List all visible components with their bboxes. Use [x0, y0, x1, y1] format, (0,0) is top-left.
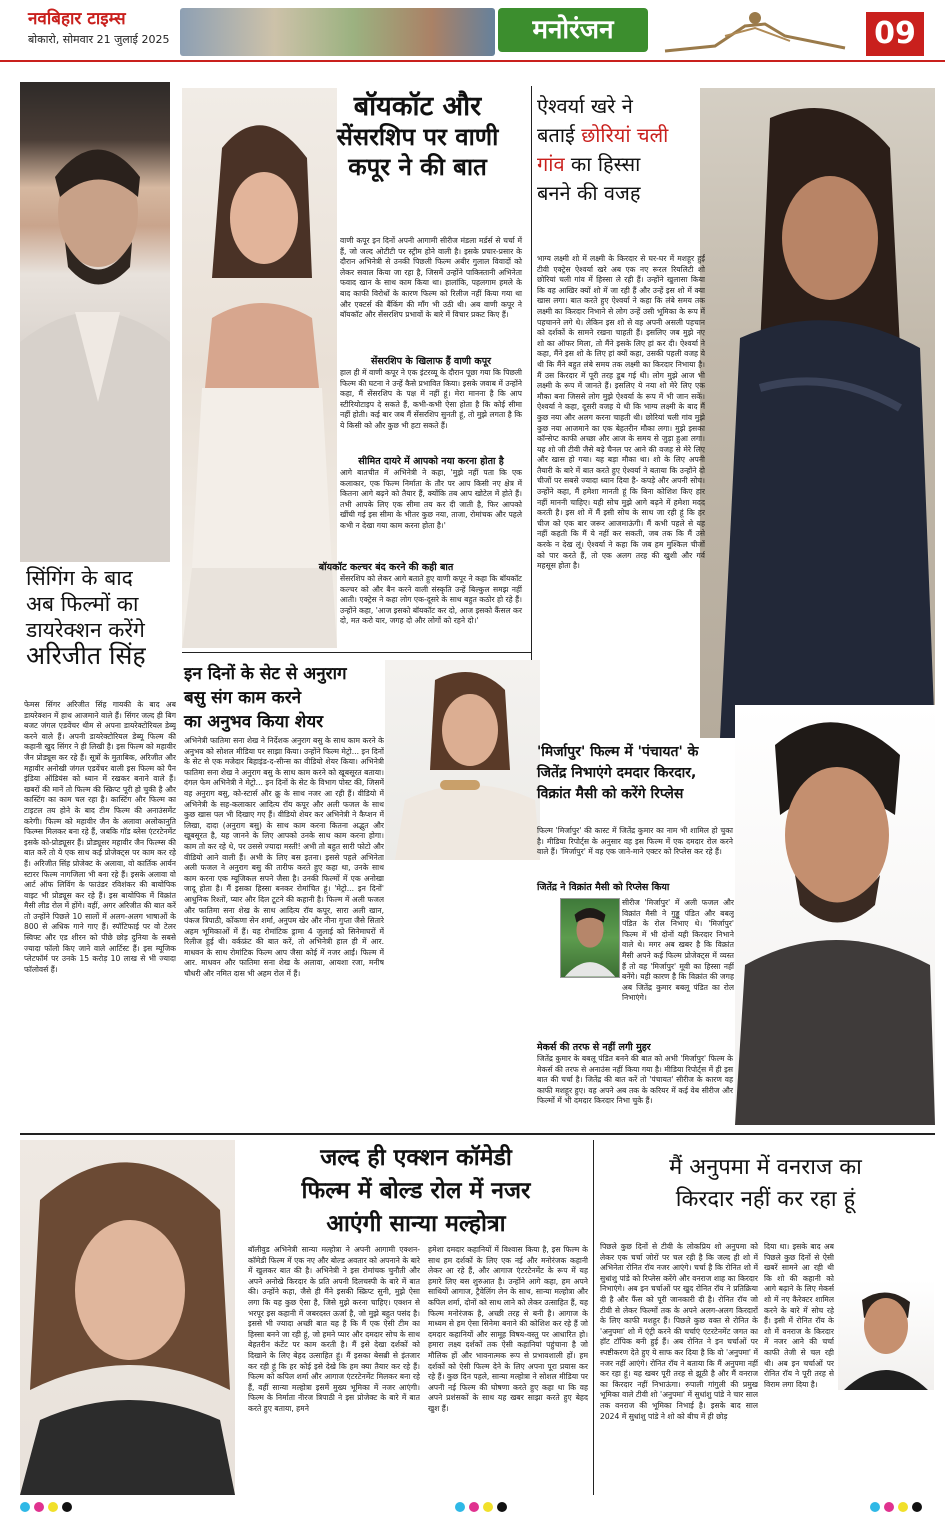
jitendra-para: सीरीज 'मिर्जापुर' में अली फजल और विक्रांत मैसी ने गुड्डू पंडित और बबलू पंडित के रोल निभाए थे। 'मिर्जापुर' फिल्म में भी दोनों यही किरदार निभाने वाले थे। मगर अब खबर है कि विक्रांत मैसी अपने कई फिल्म प्रोजेक्ट्स में व्यस्त हैं तो वह 'मिर्जापुर' मूवी का हिस्सा नहीं बनेंगे। यही कारण है कि विक्रांत की जगह अब जितेंद्र कुमार बबलू पंडित का रोल निभाएंगे। — [622, 898, 734, 1003]
arijit-photo — [20, 82, 170, 562]
cyan-dot-icon — [20, 1502, 30, 1512]
jitendra-headline-line: 'मिर्जापुर' फिल्म में 'पंचायत' के — [537, 744, 699, 760]
sanya-headline-line: आएंगी सान्या मल्होत्रा — [326, 1211, 506, 1237]
aishwarya-body: भाग्य लक्ष्मी शो में लक्ष्मी के किरदार से घर-घर में मशहूर हुईं टीवी एक्ट्रेस ऐश्वर्या खरे अब एक नए रूरल रियलिटी शो छोरियां चली गांव में हिस्सा ले रही हैं। उन्होंने खुलासा किया कि वह आखिर क्यों शो में जा रही हैं और उन्हें इस शो में क्या खास लगा। बात करते हुए ऐश्वर्या ने कहा कि लंबे समय तक लक्ष्मी का किरदार निभाने से लोग उन्हें उसी भूमिका के रूप में पहचानने लगे थे। लेकिन इस शो से वह अपनी असली पहचान को दर्शकों के सामने रखना चाहती हैं। इसलिए जब मुझे नए शो का ऑफर मिला, तो मैंने इसके लिए हां कर दी। ऐश्वर्या ने कहा, मैंने इस शो के लिए हां क्यों कहा, उसकी पहली वजह ये थी कि मैंने बहुत लंबे समय तक लक्ष्मी का किरदार निभाया है। मैं उस किरदार में पूरी तरह डूब गई थी। लोग मुझे आज भी लक्ष्मी के रूप में जानते हैं। इसलिए ये नया शो मेरे लिए एक मौका बना जिससे लोग मुझे ऐश्वर्या के रूप में भी जान सकें। ऐश्वर्या ने कहा, दूसरी वजह ये थी कि भाग्य लक्ष्मी के बाद मैं कुछ नया और अलग करना चाहती थी। छोरियां चली गांव मुझे कुछ नया आजमाने का एक बेहतरीन मौका लगा। मुझे इसका कॉन्सेप्ट काफी अच्छा और आज के समय से जुड़ा हुआ लगा। यह शो जी टीवी जैसे बड़े चैनल पर आने की वजह से मेरे लिए और खास हो गया। यह बड़ा मौका था। शो के लिए अपनी तैयारी के बारे में बात करते हुए ऐश्वर्या ने बताया कि उन्होंने दो चीजों पर सबसे ज्यादा ध्यान दिया है- कपड़े और अपनी सोच। उन्होंने कहा, मैं हमेशा मानती हूं कि बिना कोशिश किए हार नहीं माननी चाहिए। यही सोच मुझे आगे बढ़ने में हमेशा मदद करती है। इस शो में मैं इसी सोच के साथ जा रही हूं कि हर चीज को एक बार जरूर आजमाऊंगी। मैं कभी पहले से यह नहीं कहती कि मैं ये नहीं कर सकती, जब तक कि मैं उसे करके न देख लूं। ऐश्वर्या ने कहा कि जब हम मुश्किल चीजों को पार करते हैं, तो एक अलग तरह की खुशी और गर्व महसूस होता है। — [537, 254, 705, 571]
statue-illustration-icon — [655, 6, 855, 56]
person-silhouette-icon — [735, 705, 935, 1125]
ronit-photo — [838, 1280, 934, 1390]
black-dot-icon — [497, 1502, 507, 1512]
vaani-headline-line: कपूर ने की बात — [348, 153, 487, 181]
cyan-dot-icon — [455, 1502, 465, 1512]
magenta-dot-icon — [34, 1502, 44, 1512]
person-silhouette-icon — [838, 1280, 934, 1390]
jitendra-headline — [537, 742, 747, 805]
vaani-para: हाल ही में वाणी कपूर ने एक इंटरव्यू के दौरान पूछा गया कि पिछली फिल्म की घटना ने उन्हें कैसे प्रभावित किया। इसके जवाब में उन्होंने कहा, मैं सेंसरशिप के पक्ष में नहीं हूं। मेरा मानना है कि आप स्टीरियोटाइप दे सकते हैं, कभी-कभी ऐसा होता है कि कोई सीमा नहीं होती। कई बार जब मैं सेंसरशिप सुनती हूं, तो मुझे लगता है कि ये किसी को और कुछ भी हटा सकते हैं। — [340, 368, 522, 430]
ronit-headline-line: मैं अनुपमा में वनराज का — [669, 1155, 862, 1180]
black-dot-icon — [62, 1502, 72, 1512]
aishwarya-headline — [537, 92, 727, 208]
sanya-headline-line: जल्द ही एक्शन कॉमेडी — [320, 1145, 512, 1171]
arijit-headline-line: अब फिल्मों का — [26, 592, 139, 616]
vaani-subheading: सीमित दायरे में आपको नया करना होता है — [358, 456, 504, 467]
magenta-dot-icon — [884, 1502, 894, 1512]
column-divider — [593, 1140, 594, 1495]
jitendra-intro: फिल्म 'मिर्जापुर' की कास्ट में जितेंद्र कुमार का नाम भी शामिल हो चुका है। मीडिया रिपोर्ट्स के अनुसार वह इस फिल्म में एक दमदार रोल करने वाले हैं। 'मिर्जापुर' में वह एक जाने-माने एक्टर को रिप्लेस कर रहे हैं। — [537, 826, 733, 857]
aishwarya-headline-highlight: छोरियां चली — [581, 123, 669, 147]
yellow-dot-icon — [48, 1502, 58, 1512]
fatima-headline-line: इन दिनों के सेट से अनुराग — [184, 664, 347, 684]
person-silhouette-icon — [20, 1140, 235, 1495]
fatima-headline-line: बसु संग काम करने — [184, 688, 302, 708]
jitendra-subheading: मेकर्स की तरफ से नहीं लगी मुहर — [537, 1042, 651, 1053]
paper-date: बोकारो, सोमवार 21 जुलाई 2025 — [28, 33, 170, 46]
arijit-headline-line: सिंगिंग के बाद — [26, 566, 133, 590]
black-dot-icon — [912, 1502, 922, 1512]
arijit-body: फेमस सिंगर अरिजीत सिंह गायकी के बाद अब डायरेक्शन में हाथ आजमाने वाले हैं। सिंगर जल्द ही बिग बजट जंगल एडवेंचर थीम से अपना डायरेक्टोरियल डेब्यू करने वाले हैं। अपनी डायरेक्टोरियल डेब्यू फिल्म की कहानी खुद सिंगर ने ही लिखी है। इस फिल्म को महावीर जैन प्रोड्यूस कर रहे हैं। सूत्रों के मुताबिक, अरिजीत और महावीर अनोखी जंगल एडवेंचर वाली इस फिल्म को पैन इंडिया ऑडियंस को ध्यान में रखकर बनाने वाले हैं। खबरों की मानें तो फिल्म की स्क्रिप्ट पूरी हो चुकी है और कास्टिंग का काम चल रहा है। कास्टिंग और फिल्म का टाइटल तय होने के बाद टीम फिल्म की अनाउंसमेंट करेगी। फिल्म को महावीर जैन के अलावा अलोकानुति फिल्म्स मिलकर बना रहे हैं, जबकि गॉड ब्लेस एंटरटेनमेंट इसके को-प्रोड्यूसर हैं। प्रोड्यूसर महावीर जैन फिल्म्स की बात करें तो ये एक साथ कई प्रोजेक्ट्स पर काम कर रहे हैं। अरिजीत सिंह प्रोजेक्ट के अलावा, वो कार्तिक आर्यन स्टारर फिल्म नागजिला भी बना रहे हैं। इसके अलावा वो आर्ट ऑफ लिविंग के फाउंडर रविशंकर की बायोपिक वाइट भी प्रोड्यूस कर रहे हैं। इस बायोपिक में विक्रांत मैसी लीड रोल में होंगे। वहीं, अगर अरिजीत की बात करें तो उन्होंने पिछले 10 सालों में अलग-अलग भाषाओं के 800 से अधिक गाने गाए हैं। स्पॉटिफाई पर वो टेलर स्विफ्ट और एड शीरन को पीछे छोड़ दुनिया के सबसे ज्यादा फॉलो किए जाने वाले आर्टिस्ट हैं। इस म्यूजिक प्लेटफॉर्म पर उनके 15 करोड़ 10 लाख से भी ज्यादा फॉलोवर्स हैं। — [24, 700, 176, 974]
vaani-para: सेंसरशिप को लेकर आगे बताते हुए वाणी कपूर ने कहा कि बॉयकॉट कल्चर को और बैन करने वाली संस्कृति उन्हें बिल्कुल समझ नहीं आती। एक्ट्रेस ने कहा लोग एक-दूसरे के साथ बहुत कठोर हो रहे हैं। उन्होंने कहा, 'आज इसको बॉयकॉट कर दो, आज इसको कैंसल कर दो, मत करो यार, जगह दो और लोगों को रहने दो।' — [340, 574, 522, 626]
vikrant-photo — [560, 898, 620, 978]
person-silhouette-icon — [700, 88, 935, 738]
column-divider — [531, 86, 532, 706]
jitendra-headline-line: विक्रांत मैसी को करेंगे रिप्लेस — [537, 786, 684, 802]
yellow-dot-icon — [898, 1502, 908, 1512]
arijit-headline — [26, 565, 186, 669]
person-silhouette-icon — [385, 660, 540, 860]
paper-name: नवबिहार टाइम्स — [28, 9, 126, 29]
ronit-headline — [598, 1152, 933, 1216]
vaani-subheading: बॉयकॉट कल्चर बंद करने की कही बात — [318, 562, 454, 573]
jitendra-para: जितेंद्र कुमार के बबलू पंडित बनने की बात को अभी 'मिर्जापुर' फिल्म के मेकर्स की तरफ से अनाउंस नहीं किया गया है। मीडिया रिपोर्ट्स में ही इस बात की चर्चा है। जितेंद्र की बात करें तो 'पंचायत' सीरीज के कारण वह काफी मशहूर हुए। वह अपने अब तक के करियर में कई वेब सीरीज और फिल्मों में भी दमदार किरदार निभा चुके हैं। — [537, 1054, 733, 1106]
sanya-col2: हमेशा दमदार कहानियों में विश्वास किया है, इस फिल्म के साथ हम दर्शकों के लिए एक नई और मनोरंजक कहानी लेकर आ रहे हैं, और आगाज एंटरटेनमेंट के रूप में यह हमारे लिए बस शुरुआत है। उन्होंने आगे कहा, हम अपने साथियों आगाज, ट्रैवेलिंग लेन के साथ, सान्या मल्होत्रा और कपिल शर्मा, दोनों को साथ लाने को लेकर उत्साहित हैं, यह फिल्म मनोरंजक है, अच्छी तरह से बनी है। आगाज के माध्यम से हम ऐसा सिनेमा बनाने की कोशिश कर रहे हैं जो दमदार कहानियों और सामूह विषय-वस्तु पर आधारित हो। हमारा लक्ष्य दर्शकों तक ऐसी कहानियां पहुंचाना है जो मौलिक हों और भावनात्मक रूप से प्रभावशाली हों। हम दर्शकों को ऐसी फिल्म देने के लिए अपना पूरा प्रयास कर रहे हैं। कुछ दिन पहले, सान्या मल्होत्रा ने सोशल मीडिया पर अपनी नई फिल्म की घोषणा करते हुए कहा था कि वह अपने प्रशंसकों के साथ यह खबर साझा करते हुए बेहद खुश हैं। — [428, 1245, 588, 1413]
arijit-headline-line: अरिजीत सिंह — [26, 641, 146, 670]
section-divider — [182, 652, 532, 653]
ronit-col2-top: दिया था। इसके बाद अब पिछले कुछ दिनों से ऐसी खबरें सामने आ रही थी कि शो की कहानी को आगे बढ़ाने के लिए मेकर्स शो में नए कैरेक्टर शामिल करने के बारे में सोच रहे हैं। इसी में रोनित रॉय के शो में वनराज के किरदार में नजर आने की चर्चा काफी तेजी से चल रही थी। अब इन चर्चाओं पर रोनित रॉय ने पूरी तरह से विराम लगा दिया है। — [764, 1242, 834, 1389]
sanya-headline — [242, 1142, 590, 1241]
vaani-para: आगे बातचीत में अभिनेत्री ने कहा, 'मुझे नहीं पता कि एक कलाकार, एक फिल्म निर्माता के तौर पर आप किसी नए क्षेत्र में कितना आगे बढ़ने को तैयार हैं, क्योंकि तब आप खोटेल में होते हैं। तभी आपके लिए एक सीमा तय कर दी जाती है, फिर आपको खींची गई इस सीमा के भीतर कुछ नया, ताजा, रोमांचक और पहले कभी न देखा गया काम करना होता है।' — [340, 468, 522, 530]
aishwarya-headline-line: बताई — [537, 123, 582, 147]
ronit-col1: पिछले कुछ दिनों से टीवी के लोकप्रिय शो अनुपमा को लेकर एक चर्चा जोरों पर चल रही है कि जल्द ही शो में अभिनेता रोनित रॉय नजर आएंगे। चर्चा है कि रोनित शो में सुधांशु पांडे को रिप्लेस करेंगे और वनराज शाह का किरदार निभाएंगे। अब इन चर्चाओं पर खुद रोनित रॉय ने प्रतिक्रिया दी है और फैंस को पूरी जानकारी दी है। रोनित रॉय जो टीवी से लेकर फिल्मों तक के अपने अलग-अलग किरदारों के लिए काफी मशहूर हैं। पिछले कुछ वक्त से रोनित के 'अनुपमा' शो में एंट्री करने की चर्चाएं एंटरटेनमेंट जगत का हॉट टॉपिक बनी हुई हैं। अब रोनित ने इन चर्चाओं पर स्पष्टीकरण देते हुए ये साफ कर दिया है कि वो 'अनुपमा' में नजर नहीं आएंगे। रोनित रॉय ने बताया कि मैं अनुपमा नहीं कर रहा हूं। यह खबर पूरी तरह से झूठी है और मैं वनराज का किरदार नहीं निभाऊंगा। रुपाली गांगुली की प्रमुख भूमिका वाले टीवी शो 'अनुपमा' में सुधांशु पांडे ने चार साल तक वनराज की भूमिका निभाई है। इसके बाद साल 2024 में सुधांशु पांडे ने शो को बीच में ही छोड़ — [600, 1242, 758, 1421]
vaani-headline — [305, 92, 530, 182]
fatima-body: अभिनेत्री फातिमा सना शेख ने निर्देशक अनुराग बसु के साथ काम करने के अनुभव को सोशल मीडिया पर साझा किया। उन्होंने फिल्म मेट्रो... इन दिनों के सेट से एक मजेदार बिहाइंड-द-सीन्स का वीडियो शेयर किया। अभिनेत्री फातिमा सना शेख ने अनुराग बसु के साथ काम करने को खूबसूरत बताया। दंगल फेम अभिनेत्री ने मेट्रो... इन दिनों के सेट के विभाग पोस्ट की, जिसमें वह अनुराग बसु, को-स्टार्स और क्रू के साथ नजर आ रही हैं। वीडियो में अभिनेत्री के सह-कलाकार आदित्य रॉय कपूर और अली फजल के साथ कुछ खास पल भी दिखाए गए हैं। वीडियो शेयर कर अभिनेत्री ने कैप्शन में लिखा, दादा (अनुराग बसु) के साथ काम करना कितना अद्भुत और खूबसूरत है, यह जानने के लिए आपको उनके साथ काम करना होगा। काम तो कर रहे थे, पर उससे ज्यादा मस्ती! अभी तो बहुत सारी फोटो और वीडियो आने वाली हैं। अभी के लिए बस इतना। इससे पहले अभिनेता अली फजल ने अनुराग बसु की तारीफ करते हुए कहा था, उनके साथ काम करना एक म्यूजिकल सपने जैसा है। उनकी फिल्मों में एक अनोखा जादू होता है। मैं इसका हिस्सा बनकर रोमांचित हूं। 'मेट्रो... इन दिनों' आधुनिक रिश्तों, प्यार और दिल टूटने की कहानी है। फिल्म में अली फजल और फातिमा सना शेख के साथ आदित्य रॉय कपूर, सारा अली खान, पंकज त्रिपाठी, कोंकणा सेन शर्मा, अनुपम खेर और नीना गुप्ता जैसे सितारे अहम भूमिकाओं में हैं। यह रोमांटिक ड्रामा 4 जुलाई को सिनेमाघरों में रिलीज हुई थी। वर्कफ्रंट की बात करें, तो अभिनेत्री हाल ही में आर. माधवन के साथ रोमांटिक फिल्म आप जैसा कोई में नजर आईं। फिल्म में आर. माधवन और फातिमा सना शेख के अलावा, आयशा रजा, मनीष चौधरी और नमित दास भी अहम रोल में हैं। — [184, 736, 384, 979]
aishwarya-headline-line: ऐश्वर्या खरे ने — [537, 94, 633, 118]
ronit-headline-line: किरदार नहीं कर रहा हूं — [675, 1187, 856, 1212]
aishwarya-headline-line: बनने की वजह — [537, 181, 641, 205]
jitendra-subheading: जितेंद्र ने विक्रांत मैसी को रिप्लेस किया — [537, 882, 670, 893]
person-silhouette-icon — [20, 82, 170, 562]
cyan-dot-icon — [870, 1502, 880, 1512]
section-divider — [20, 1133, 935, 1135]
aishwarya-headline-line: का हिस्सा — [564, 152, 641, 176]
yellow-dot-icon — [483, 1502, 493, 1512]
sanya-headline-line: फिल्म में बोल्ड रोल में नजर — [301, 1178, 531, 1204]
sanya-photo — [20, 1140, 235, 1495]
printer-registration-marks — [0, 1498, 945, 1518]
magenta-dot-icon — [469, 1502, 479, 1512]
masthead-collage-image — [180, 8, 495, 56]
vaani-subheading: सेंसरशिप के खिलाफ हैं वाणी कपूर — [370, 356, 492, 367]
person-silhouette-icon — [561, 899, 619, 977]
aishwarya-photo — [700, 88, 935, 738]
arijit-headline-line: डायरेक्शन करेंगे — [26, 618, 145, 642]
page-number: 09 — [866, 12, 924, 56]
fatima-headline-line: का अनुभव किया शेयर — [184, 712, 324, 732]
fatima-photo — [385, 660, 540, 860]
aishwarya-headline-highlight: गांव — [537, 152, 565, 176]
sanya-col1: बॉलीवुड अभिनेत्री सान्या मल्होत्रा ने अपनी आगामी एक्शन-कॉमेडी फिल्म में एक नए और बोल्ड अवतार को अपनाने के बारे में खुलकर बात की है। अभिनेत्री ने इस रोमांचक चुनौती और अपने अनोखे किरदार के प्रति अपनी दिलचस्पी के बारे में बात की। उन्होंने कहा, जैसे ही मैंने इसकी स्क्रिप्ट सुनी, मुझे ऐसा लगा कि यह कुछ ऐसा है, जिसे मुझे करना चाहिए। एक्शन से भरपूर इस कहानी में जबरदस्त ऊर्जा है, जो मुझे बहुत पसंद है। इससे भी ज्यादा अच्छी बात यह है कि मैं एक ऐसी टीम का हिस्सा बनने जा रही हूं, जो हमने प्यार और दमदार सोच के साथ बेहतरीन कंटेंट पर काम करती है। मैं इसे देखा दर्शकों को दिखाने के लिए बेहद उत्साहित हूं। मैं इसका बेसब्री से इंतजार कर रही हूं कि हर कोई इसे देखे कि हम क्या तैयार कर रहे हैं। फिल्म को कपिल शर्मा और आगाज एंटरटेनमेंट मिलकर बना रहे हैं, वहीं सान्या मल्होत्रा इसमें मुख्य भूमिका में नजर आएंगी। फिल्म के निर्माता नीरज त्रिपाठी ने इस प्रोजेक्ट के बारे में बात करते हुए बताया, हमने — [248, 1245, 420, 1413]
jitendra-headline-line: जितेंद्र निभाएंगे दमदार किरदार, — [537, 765, 697, 781]
vaani-headline-line: बॉयकॉट और — [353, 91, 482, 122]
jitendra-photo — [735, 705, 935, 1125]
section-name: मनोरंजन — [498, 8, 648, 52]
vaani-headline-line: सेंसरशिप पर वाणी — [336, 123, 499, 151]
vaani-intro: वाणी कपूर इन दिनों अपनी आगामी सीरीज मंडला मर्डर्स से चर्चा में हैं, जो जल्द ओटीटी पर स्ट्रीम होने वाली है। इसके प्रचार-प्रसार के दौरान अभिनेत्री से उनकी पिछली फिल्म अबीर गुलाल विवादों को लेकर सवाल किया जा रहा है, जिसमें उन्होंने पाकिस्तानी अभिनेता फवाद खान के साथ काम किया था। हालांकि, पहलगाम हमले के बाद काफी विरोधों के कारण फिल्म को रिलीज नहीं किया गया था और एक्टर्स की बैंकिंग की माँग भी उठी थी। अब वाणी कपूर ने बॉयकॉट और सेंसरशिप प्रभावों के बारे में विचार प्रकट किए हैं। — [340, 236, 522, 320]
